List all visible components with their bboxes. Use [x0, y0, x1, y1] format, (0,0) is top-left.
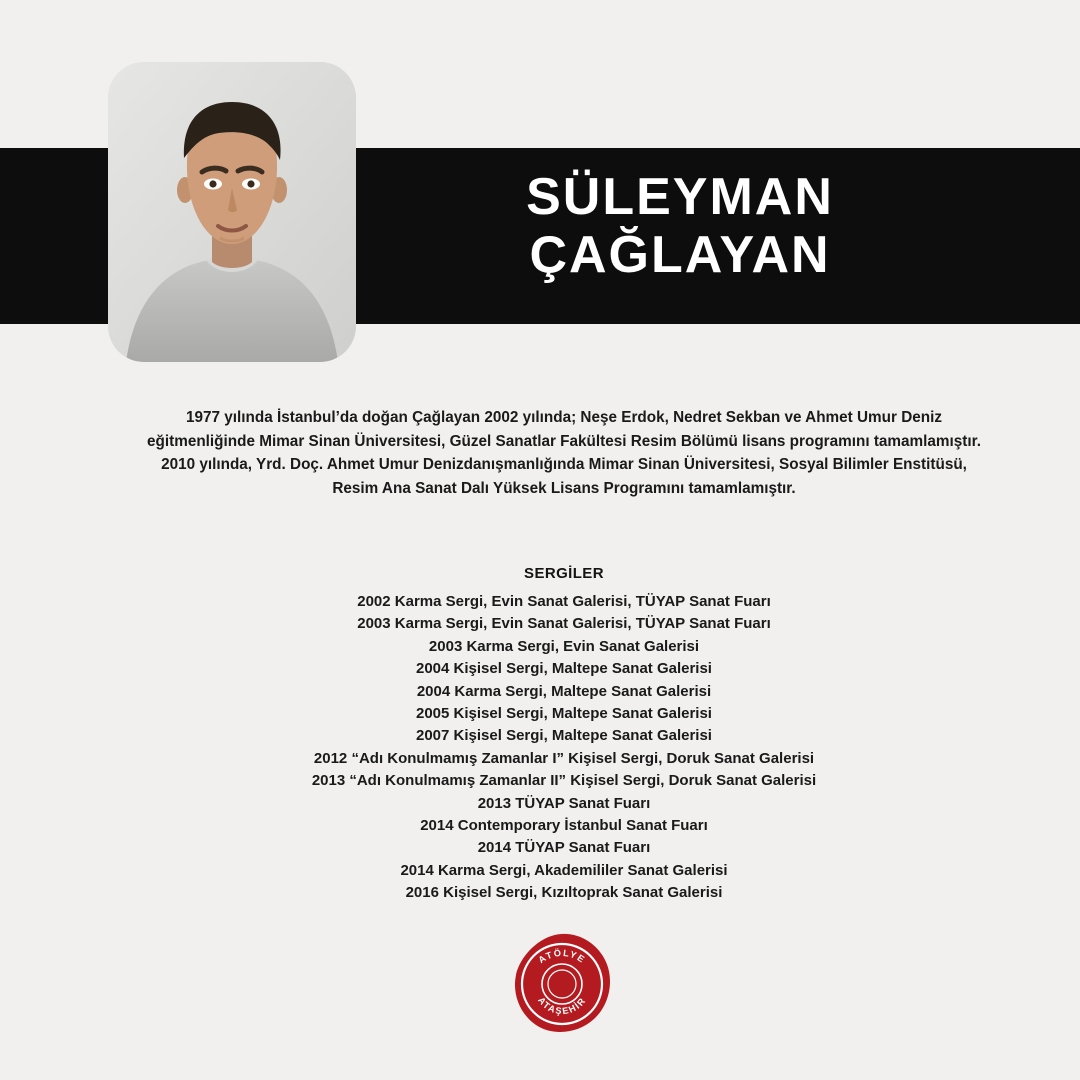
- list-item: 2014 Karma Sergi, Akademililer Sanat Galerisi: [400, 861, 728, 879]
- exhibitions-section: [140, 565, 988, 905]
- list-item: 2014 Contemporary İstanbul Sanat Fuarı: [420, 817, 708, 835]
- list-item: 2003 Karma Sergi, Evin Sanat Galerisi, TÜYAP Sanat Fuarı: [357, 615, 771, 633]
- list-item: 2004 Karma Sergi, Maltepe Sanat Galerisi: [416, 682, 712, 700]
- portrait-illustration: [108, 62, 356, 362]
- list-item: 2002 Karma Sergi, Evin Sanat Galerisi, TÜYAP Sanat Fuarı: [357, 593, 771, 610]
- page-title-line-1: SÜLEYMAN: [526, 168, 834, 226]
- list-item: 2013 “Adı Konulmamış Zamanlar II” Kişisel Sergi, Doruk Sanat Galerisi: [311, 772, 817, 790]
- page-title: [400, 168, 960, 284]
- list-item: 2016 Kişisel Sergi, Kızıltoprak Sanat Galerisi: [405, 884, 723, 902]
- logo-line-1: ATÖLYE: [536, 947, 588, 966]
- list-item: 2013 TÜYAP Sanat Fuarı: [477, 794, 651, 812]
- list-item: 2005 Kişisel Sergi, Maltepe Sanat Galerisi: [416, 705, 712, 723]
- artist-portrait: [108, 62, 356, 362]
- exhibitions-list: [140, 591, 988, 905]
- list-item: 2012 “Adı Konulmamış Zamanlar I” Kişisel Sergi, Doruk Sanat Galerisi: [313, 749, 815, 767]
- page-title-line-2: ÇAĞLAYAN: [529, 226, 831, 285]
- logo-line-2: ATAŞEHİR: [535, 995, 589, 1017]
- list-item: 2004 Kişisel Sergi, Maltepe Sanat Galerisi: [416, 660, 712, 678]
- list-item: 2007 Kişisel Sergi, Maltepe Sanat Galerisi: [416, 727, 712, 745]
- seal-icon: [508, 930, 616, 1038]
- list-item: 2014 TÜYAP Sanat Fuarı: [477, 839, 651, 857]
- studio-logo: [508, 930, 616, 1038]
- list-item: 2003 Karma Sergi, Evin Sanat Galerisi: [428, 637, 700, 655]
- biography-text: 1977 yılında İstanbul’da doğan Çağlayan 2002 yılında; Neşe Erdok, Nedret Sekban ve Ahmet Umur Deniz eğitmenliğinde Mimar Sinan Üniversitesi, Güzel Sanatlar Fakültesi Resim Bölümü lisans programını tamamlamıştır. 2010 yılında, Yrd. Doç. Ahmet Umur Denizdanışmanlığında Mimar Sinan Üniversitesi, Sosyal Bilimler Enstitüsü, Resim Ana Sanat Dalı Yüksek Lisans Programını tamamlamıştır.: [147, 409, 981, 498]
- exhibitions-heading: SERGİLER: [524, 565, 604, 582]
